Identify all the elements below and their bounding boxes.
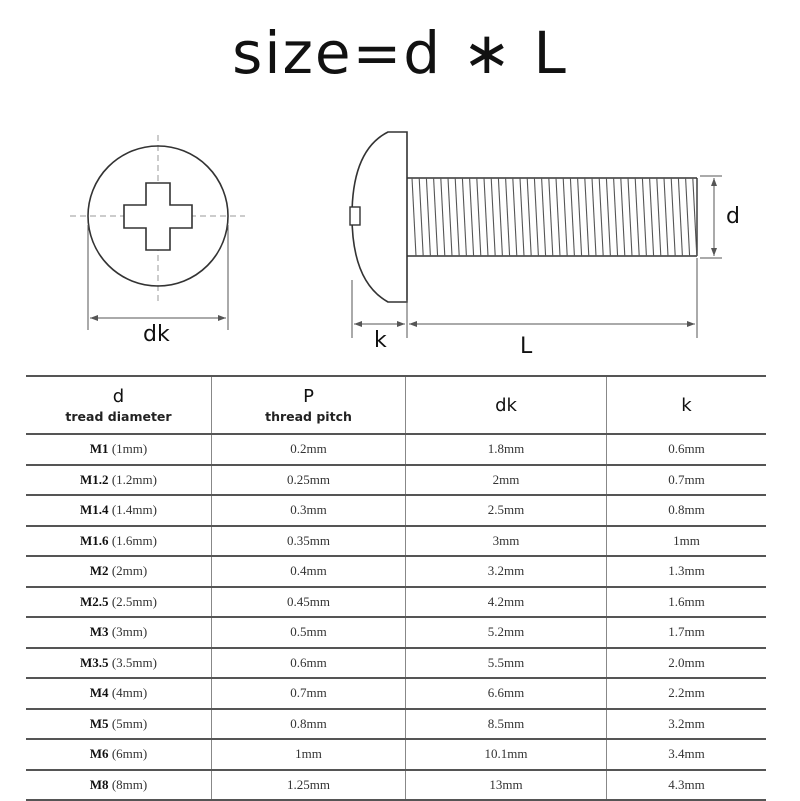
table-row [26, 434, 766, 465]
l-label: L [520, 334, 533, 359]
cell-k: 0.8mm [607, 495, 767, 526]
cell-dk: 6.6mm [406, 678, 607, 709]
thread-lines [412, 178, 697, 256]
thread-line [621, 178, 625, 256]
cell-size: M4 (4mm) [26, 678, 212, 709]
thread-line [477, 178, 481, 256]
thread-line [534, 178, 538, 256]
dk-label: dk [143, 322, 170, 347]
cell-k: 0.7mm [607, 465, 767, 496]
cell-size: M6 (6mm) [26, 739, 212, 770]
cell-pitch: 0.5mm [212, 617, 406, 648]
thread-line [434, 178, 438, 256]
header-diameter: d tread diameter [26, 376, 212, 434]
cell-pitch: 1.25mm [212, 770, 406, 801]
k-label: k [374, 328, 387, 353]
thread-line [592, 178, 596, 256]
cell-k: 1.6mm [607, 587, 767, 618]
thread-line [563, 178, 567, 256]
thread-line [426, 178, 430, 256]
screw-diagram [0, 110, 800, 370]
cell-size: M1 (1mm) [26, 434, 212, 465]
cell-dk: 1.8mm [406, 434, 607, 465]
phillips-cross-icon [124, 183, 192, 250]
cell-k: 3.2mm [607, 709, 767, 740]
cell-k: 1.7mm [607, 617, 767, 648]
cell-size: M3.5 (3.5mm) [26, 648, 212, 679]
thread-line [614, 178, 618, 256]
cell-dk: 2.5mm [406, 495, 607, 526]
thread-line [549, 178, 553, 256]
cell-size: M2.5 (2.5mm) [26, 587, 212, 618]
table-row [26, 465, 766, 496]
thread-line [455, 178, 459, 256]
thread-line [498, 178, 502, 256]
cell-pitch: 0.2mm [212, 434, 406, 465]
table-row [26, 556, 766, 587]
cell-pitch: 0.25mm [212, 465, 406, 496]
screw-head-top-view [70, 135, 245, 330]
thread-line [556, 178, 560, 256]
thread-line [470, 178, 474, 256]
thread-line [412, 178, 416, 256]
cell-size: M3 (3mm) [26, 617, 212, 648]
thread-line [599, 178, 603, 256]
thread-line [570, 178, 574, 256]
thread-line [419, 178, 423, 256]
table-row [26, 648, 766, 679]
cell-pitch: 0.4mm [212, 556, 406, 587]
cell-dk: 3mm [406, 526, 607, 557]
thread-line [491, 178, 495, 256]
d-label: d [726, 204, 740, 229]
thread-line [642, 178, 646, 256]
cell-k: 1mm [607, 526, 767, 557]
thread-line [671, 178, 675, 256]
thread-line [506, 178, 510, 256]
thread-line [462, 178, 466, 256]
cell-dk: 5.2mm [406, 617, 607, 648]
cell-k: 0.6mm [607, 434, 767, 465]
cell-dk: 8.5mm [406, 709, 607, 740]
screw-side-view [350, 132, 722, 338]
table-header-row [26, 376, 766, 434]
cell-size: M1.2 (1.2mm) [26, 465, 212, 496]
thread-line [484, 178, 488, 256]
thread-line [585, 178, 589, 256]
thread-line [693, 178, 697, 256]
thread-line [520, 178, 524, 256]
thread-line [542, 178, 546, 256]
cell-pitch: 0.45mm [212, 587, 406, 618]
table-row [26, 526, 766, 557]
thread-line [513, 178, 517, 256]
table-row [26, 617, 766, 648]
thread-line [441, 178, 445, 256]
table-row [26, 587, 766, 618]
header-dk: dk [406, 376, 607, 434]
thread-line [657, 178, 661, 256]
cell-size: M2 (2mm) [26, 556, 212, 587]
thread-line [448, 178, 452, 256]
cell-pitch: 0.35mm [212, 526, 406, 557]
thread-line [628, 178, 632, 256]
table-row [26, 770, 766, 801]
table-row [26, 495, 766, 526]
header-pitch: P thread pitch [212, 376, 406, 434]
cell-k: 2.2mm [607, 678, 767, 709]
thread-line [678, 178, 682, 256]
cell-dk: 2mm [406, 465, 607, 496]
cell-dk: 3.2mm [406, 556, 607, 587]
cell-pitch: 0.7mm [212, 678, 406, 709]
thread-line [578, 178, 582, 256]
thread-line [664, 178, 668, 256]
cell-dk: 5.5mm [406, 648, 607, 679]
cell-pitch: 1mm [212, 739, 406, 770]
cell-k: 1.3mm [607, 556, 767, 587]
cell-size: M1.4 (1.4mm) [26, 495, 212, 526]
cell-size: M1.6 (1.6mm) [26, 526, 212, 557]
cell-pitch: 0.6mm [212, 648, 406, 679]
cell-size: M5 (5mm) [26, 709, 212, 740]
cell-pitch: 0.8mm [212, 709, 406, 740]
screw-spec-table [26, 375, 766, 801]
cell-dk: 10.1mm [406, 739, 607, 770]
cell-k: 2.0mm [607, 648, 767, 679]
thread-line [635, 178, 639, 256]
page-title: size=d ∗ L [232, 19, 568, 87]
header-k: k [607, 376, 767, 434]
cell-pitch: 0.3mm [212, 495, 406, 526]
thread-line [606, 178, 610, 256]
thread-line [650, 178, 654, 256]
cell-size: M8 (8mm) [26, 770, 212, 801]
cell-k: 4.3mm [607, 770, 767, 801]
cell-dk: 4.2mm [406, 587, 607, 618]
table-row [26, 739, 766, 770]
table-row [26, 678, 766, 709]
cell-k: 3.4mm [607, 739, 767, 770]
thread-line [686, 178, 690, 256]
thread-line [527, 178, 531, 256]
cell-dk: 13mm [406, 770, 607, 801]
table-row [26, 709, 766, 740]
